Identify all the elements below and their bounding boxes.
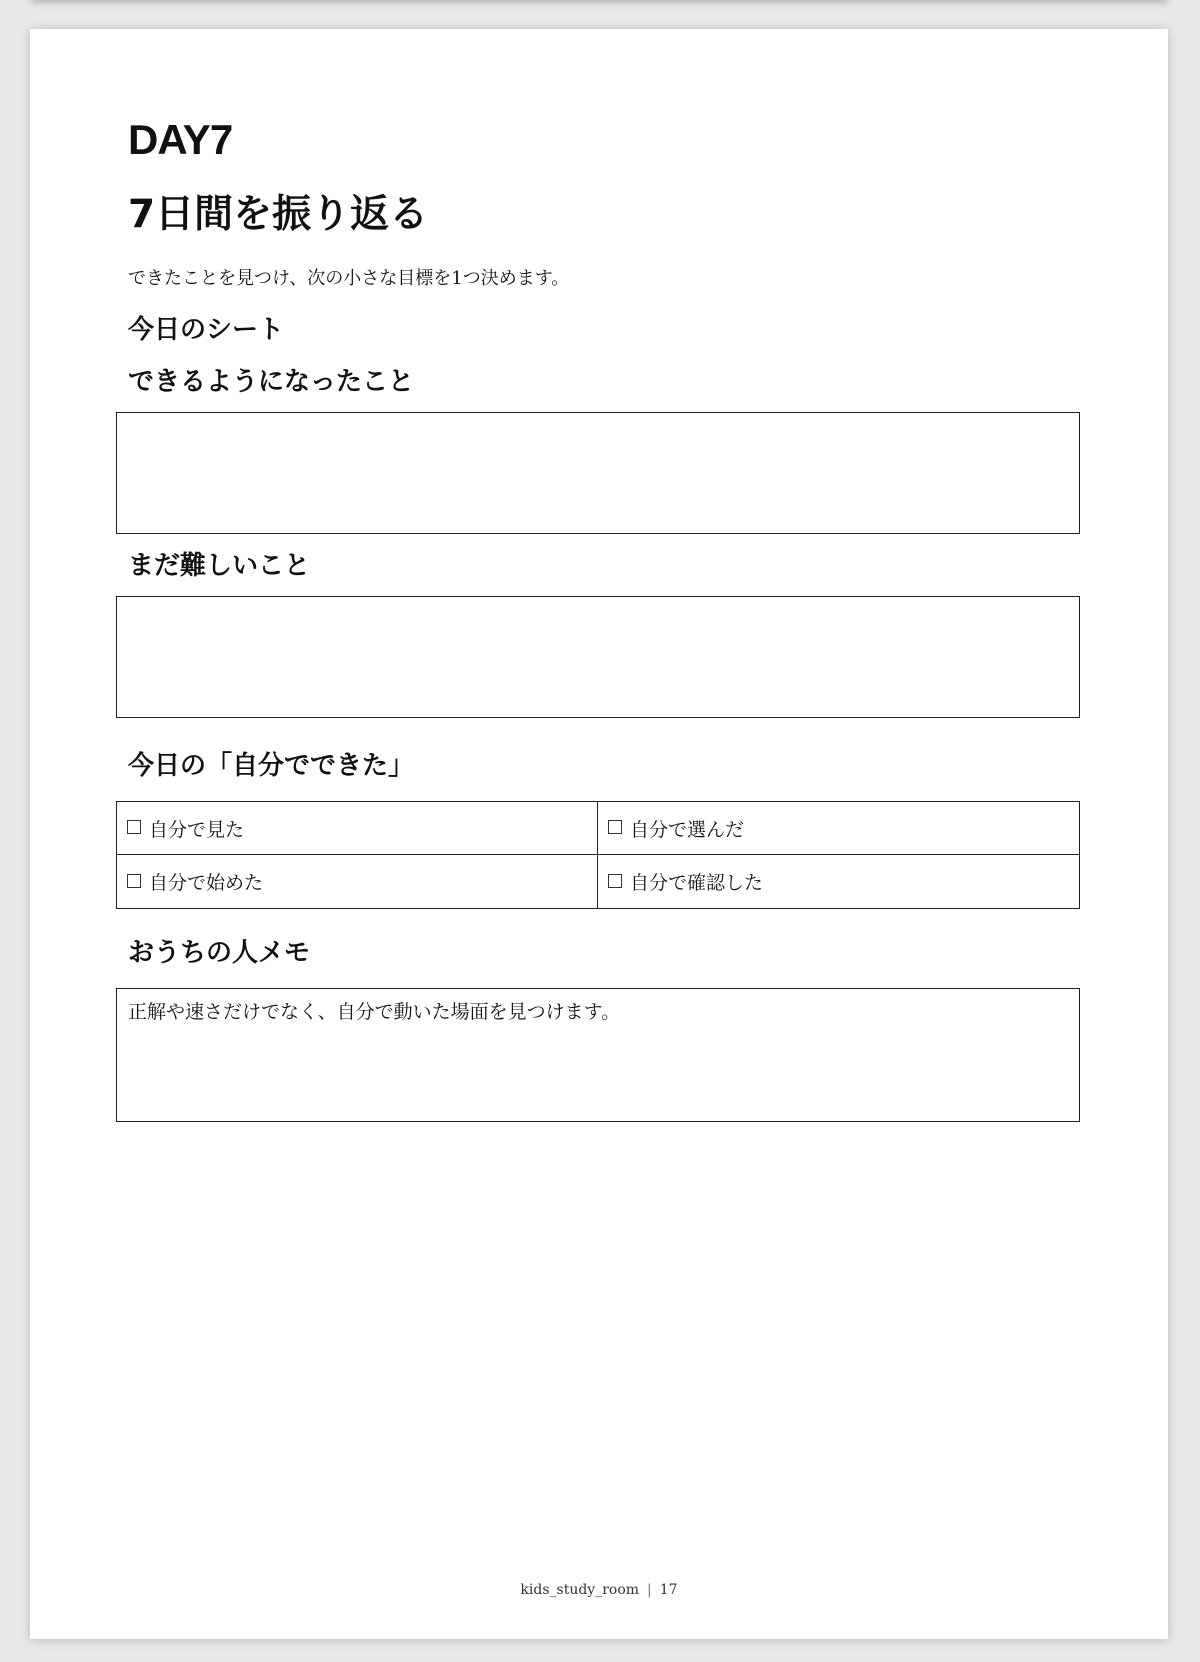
section-label: 今日のシート [128,315,285,345]
document-page [30,29,1168,1639]
checklist-label: 自分で始めた [149,872,264,894]
difficult-box[interactable] [116,596,1080,718]
family-memo-text: 正解や速さだけでなく、自分で動いた場面を見つけます。 [128,1001,621,1023]
checklist-label: 自分で選んだ [630,818,745,841]
checkbox-icon[interactable] [608,874,622,888]
checkbox-icon[interactable] [127,820,141,834]
can-do-box[interactable] [116,412,1080,534]
checklist-item-confirmed[interactable] [598,855,1079,908]
lead-text: できたことを見つけ、次の小さな目標を1つ決めます。 [128,268,570,289]
checklist-item-started[interactable] [117,855,598,908]
family-memo-heading: おうちの人メモ [128,938,311,968]
can-do-heading: できるようになったこと [128,367,415,397]
checklist-label: 自分で見た [149,818,245,841]
page-title: 7日間を振り返る [128,192,429,237]
page-number: 17 [659,1582,678,1598]
checklist-item-chose[interactable] [598,802,1079,855]
self-done-heading: 今日の「自分でできた」 [128,751,415,781]
checkbox-icon[interactable] [127,874,141,888]
family-memo-box[interactable] [116,988,1080,1122]
difficult-heading: まだ難しいこと [128,551,311,581]
footer-brand: kids_study_room [520,1582,640,1598]
self-done-checklist [116,801,1080,909]
checkbox-icon[interactable] [608,820,622,834]
day-label: DAY7 [128,116,233,163]
checklist-item-looked[interactable] [117,802,598,855]
checklist-label: 自分で確認した [630,872,764,894]
footer-separator: | [647,1582,652,1598]
page-footer [30,1582,1168,1598]
